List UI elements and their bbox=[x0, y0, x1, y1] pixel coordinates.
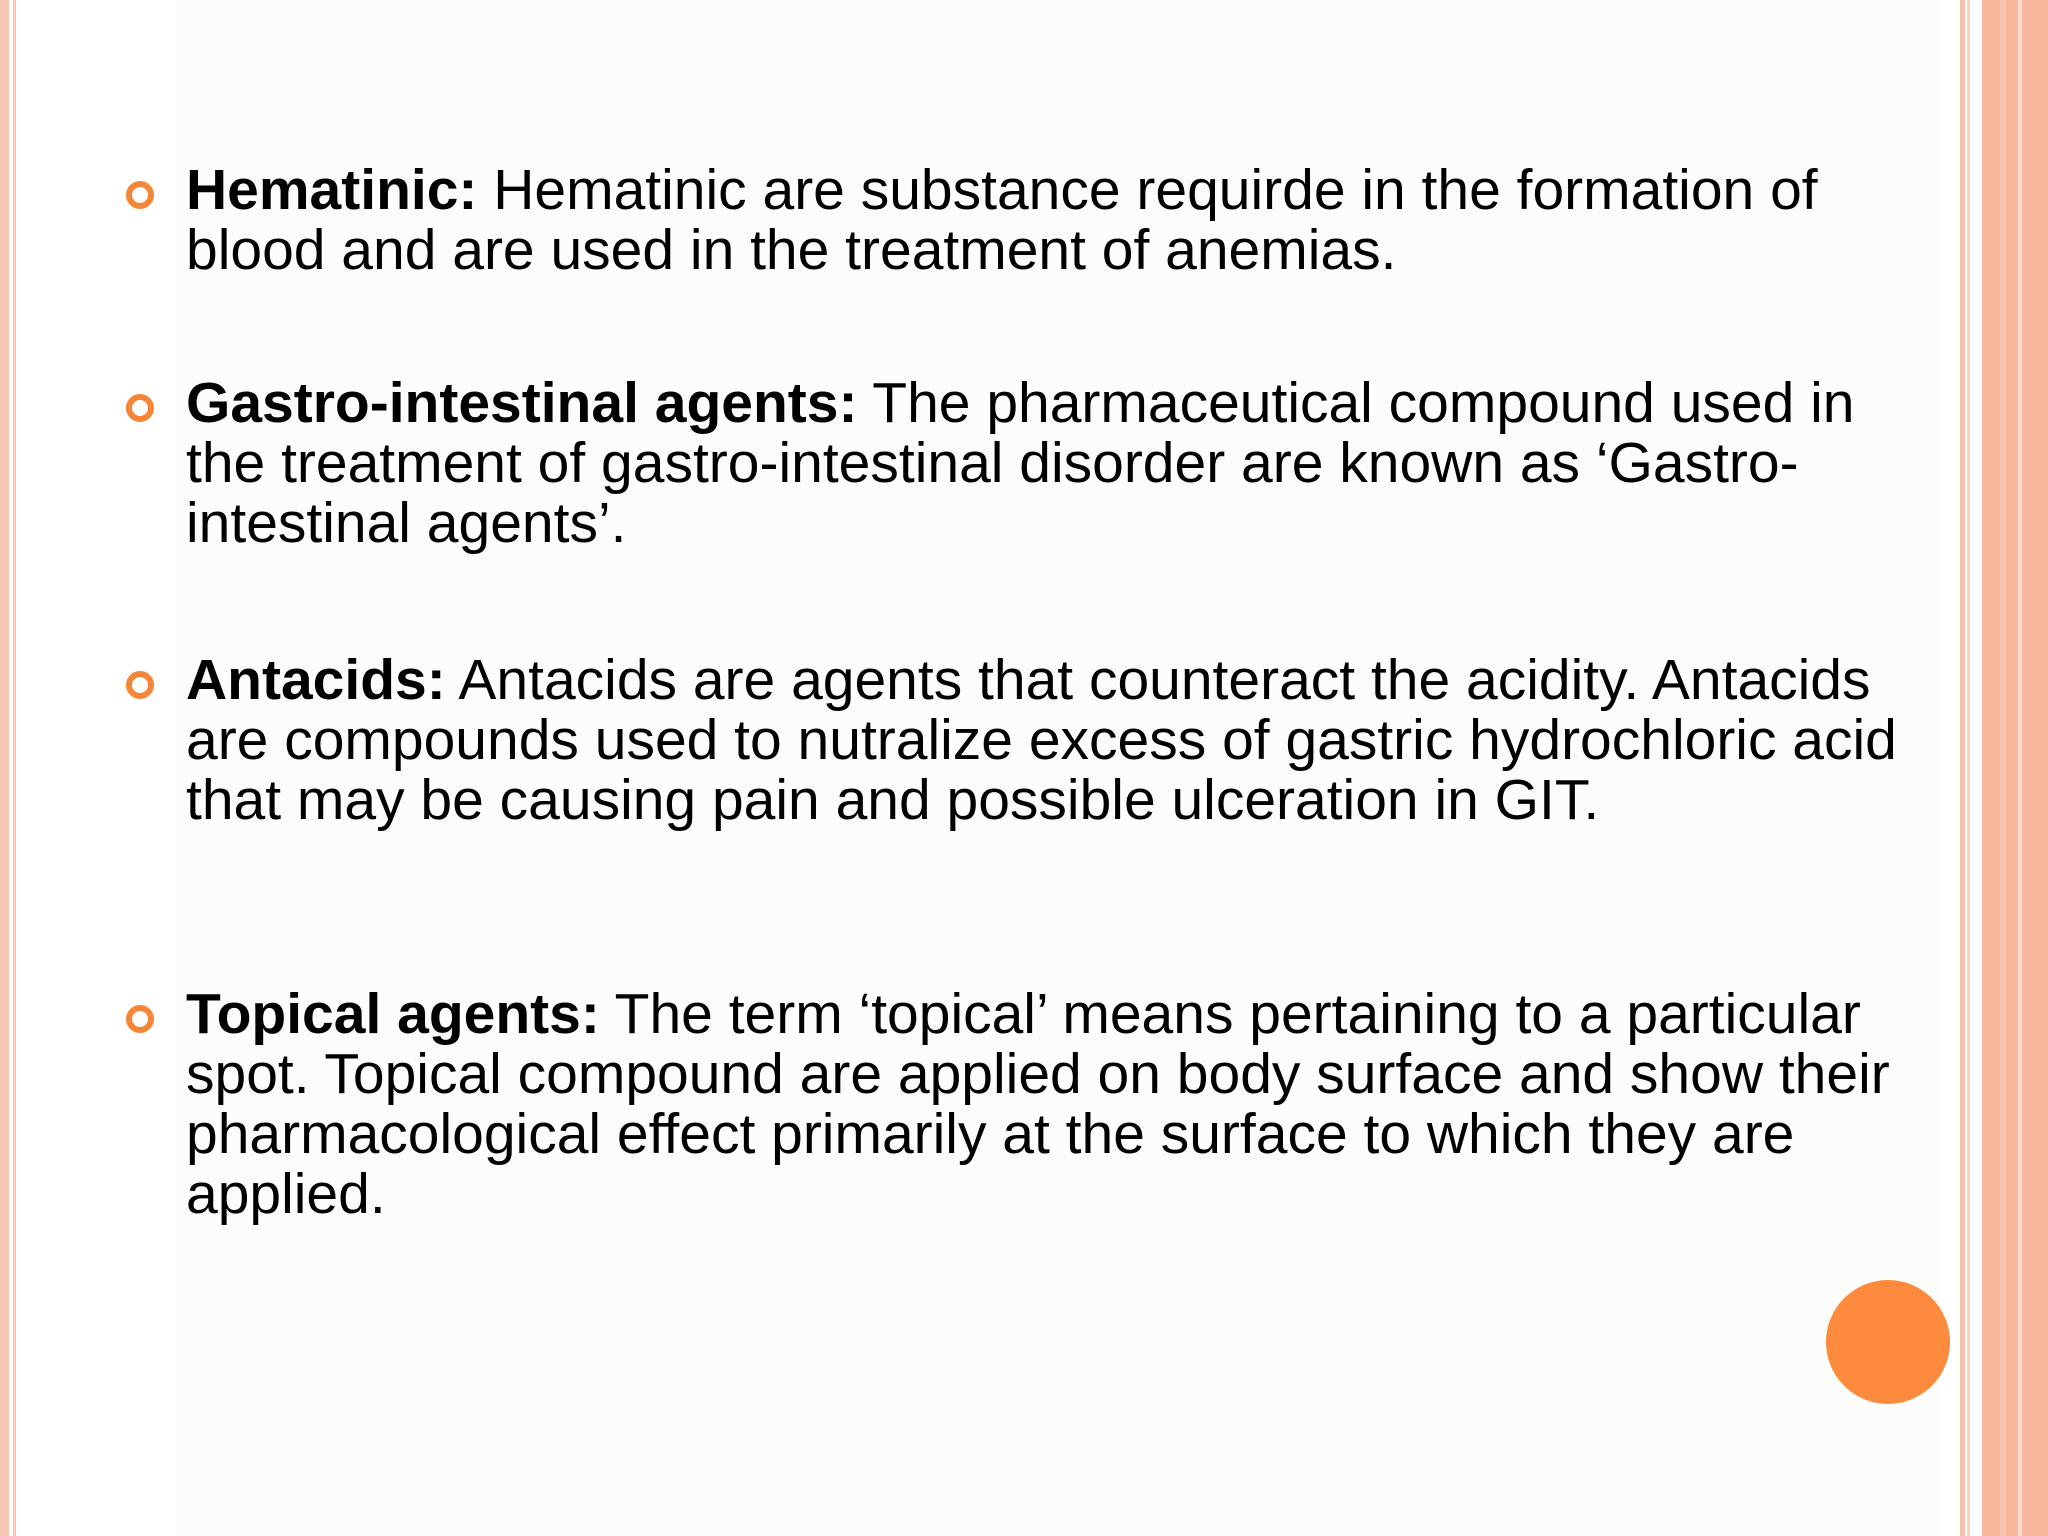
bullet-ring-icon bbox=[126, 181, 154, 209]
bullet-term: Topical agents: bbox=[186, 982, 600, 1046]
bullet-item-hematinic bbox=[120, 160, 1920, 280]
orange-circle-decoration bbox=[1826, 1280, 1950, 1404]
bullet-term: Gastro-intestinal agents: bbox=[186, 371, 858, 435]
bullet-ring-icon bbox=[126, 671, 154, 699]
bullet-ring-icon bbox=[126, 394, 154, 422]
right-border-band-inner bbox=[2000, 0, 2006, 1536]
right-margin-panel bbox=[1940, 0, 1960, 1536]
bullet-text: Hematinic are substance requirde in the formation of blood and are used in the treatment of anemias. bbox=[186, 158, 1818, 282]
right-border-band bbox=[1982, 0, 2048, 1536]
right-border-band-line bbox=[2018, 0, 2022, 1536]
bullet-item-gastro-intestinal bbox=[120, 373, 1920, 553]
bullet-item-antacids bbox=[120, 650, 1920, 830]
left-border-stripe bbox=[0, 0, 9, 1536]
bullet-term: Antacids: bbox=[186, 648, 446, 712]
right-border-gap-wide bbox=[1970, 0, 1982, 1536]
bullet-text: The term ‘topical’ means pertaining to a particular spot. Topical compound are applied on body surface and show their pharmacological effect primarily at the surface to which they are applied. bbox=[186, 982, 1890, 1226]
bullet-text: The pharmaceutical compound used in the treatment of gastro-intestinal disorder are known as ‘Gastro-intestinal agents’. bbox=[186, 371, 1855, 555]
bullet-text: Antacids are agents that counteract the acidity. Antacids are compounds used to nutralize excess of gastric hydrochloric acid that may be causing pain and possible ulceration in GIT. bbox=[186, 648, 1897, 832]
bullet-term: Hematinic: bbox=[186, 158, 478, 222]
bullet-item-topical bbox=[120, 984, 1920, 1224]
bullet-ring-icon bbox=[126, 1005, 154, 1033]
